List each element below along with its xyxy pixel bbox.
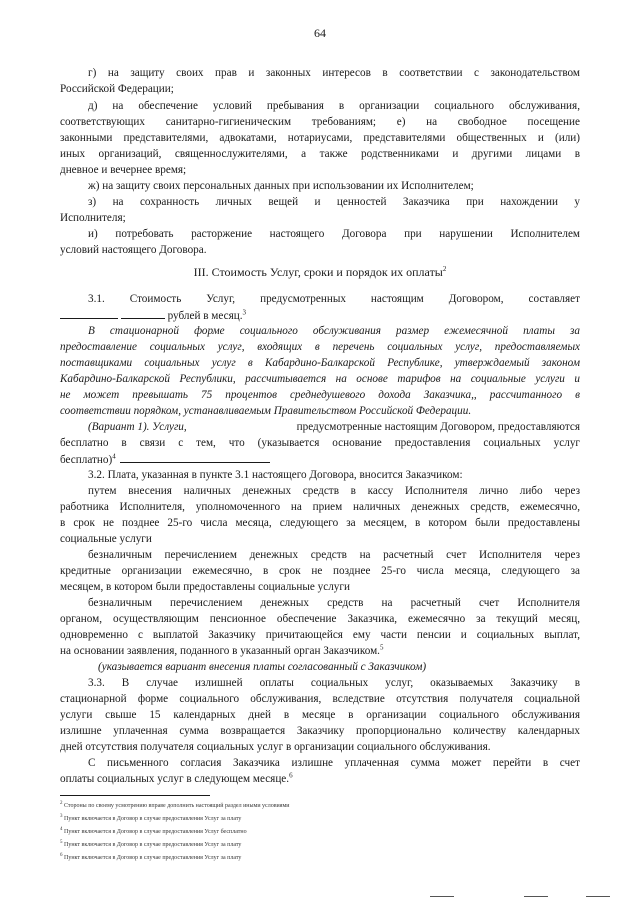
footnote bbox=[60, 854, 241, 862]
footnote-text: Пункт включается в Договор в случае предоставления Услуг за плату bbox=[64, 842, 242, 848]
italic-note: соответствии порядком, устанавливаемым Правительством Российской Федерации. bbox=[60, 405, 472, 417]
footnote bbox=[60, 802, 290, 810]
footnote-number: 3 bbox=[60, 814, 63, 819]
payment-option-pension bbox=[60, 644, 383, 658]
list-item-g-cont: Российской Федерации; bbox=[60, 83, 174, 95]
footnote-text: Стороны по своему усмотрению вправе дополнить настоящий раздел иными условиями bbox=[64, 803, 290, 809]
blank-field bbox=[120, 452, 270, 463]
italic-note: поставщиками социальных услуг в Кабардино-Балкарской Республике, утверждаемый законом bbox=[60, 357, 580, 369]
page-edge-mark bbox=[524, 896, 548, 897]
footnote-number: 6 bbox=[60, 853, 63, 858]
payment-option-cash: путем внесения наличных денежных средств в кассу Исполнителя лично либо через bbox=[88, 485, 580, 497]
list-item-z: з) на сохранность личных вещей и ценностей Заказчика при нахождении у bbox=[88, 196, 580, 208]
payment-option-cash: работника Исполнителя, уполномоченного на прием наличных денежных средств, ежемесячно, bbox=[60, 501, 580, 513]
footnote-ref: 3 bbox=[242, 308, 247, 317]
clause-3-3: дней отсутствия получателя социальных услуг в организации социального обслуживания. bbox=[60, 741, 491, 753]
clause-3-3-consent bbox=[60, 772, 293, 786]
italic-note: Кабардино-Балкарской Республики, рассчитывается на основе тарифов на социальные услуги и bbox=[60, 373, 580, 385]
section-heading bbox=[0, 265, 640, 279]
footnote-number: 4 bbox=[60, 827, 63, 832]
variant-end: бесплатно) bbox=[60, 454, 113, 466]
footnote-ref: 2 bbox=[442, 265, 447, 273]
list-item-e-cont: дневное и вечернее время; bbox=[60, 164, 187, 176]
list-item-z-cont: Исполнителя; bbox=[60, 212, 126, 224]
variant-1 bbox=[88, 420, 580, 434]
list-item-g: г) на защиту своих прав и законных интересов в соответствии с законодательством bbox=[88, 67, 580, 79]
payment-option-pension: органом, осуществляющим пенсионное обеспечение Заказчика, ежемесячно за текущий месяц, bbox=[60, 613, 580, 625]
footnote-ref: 5 bbox=[379, 643, 384, 652]
clause-3-3-consent-end: оплаты социальных услуг в следующем месяце. bbox=[60, 773, 290, 785]
list-item-i-cont: условий настоящего Договора. bbox=[60, 244, 207, 256]
page-edge-mark bbox=[430, 896, 454, 897]
clause-3-1-cont bbox=[60, 308, 246, 323]
footnote bbox=[60, 828, 247, 836]
italic-note: предоставление социальных услуг, входящих в перечень социальных услуг, предоставляемых bbox=[60, 341, 580, 353]
clause-3-3: стационарной форме социального обслуживания, вследствие отсутствия получателя социальной bbox=[60, 693, 580, 705]
section-heading-text: III. Стоимость Услуг, сроки и порядок их оплаты bbox=[193, 265, 443, 279]
list-item-zh: ж) на защиту своих персональных данных при использовании их Исполнителем; bbox=[88, 180, 474, 192]
italic-note: не может превышать 75 процентов среднедушевого дохода Заказчика,, рассчитанного в bbox=[60, 389, 580, 401]
italic-note: В стационарной форме социального обслуживания размер ежемесячной платы за bbox=[88, 325, 580, 337]
clause-3-1-suffix: рублей в месяц. bbox=[167, 310, 243, 322]
payment-option-pension: одновременно с выплатой Заказчику причитающейся ему части пенсии и социальных выплат, bbox=[60, 629, 580, 641]
payment-option-pension: безналичным перечислением денежных средств на расчетный счет Исполнителя bbox=[88, 597, 580, 609]
footnote-text: Пункт включается в Договор в случае предоставления Услуг бесплатно bbox=[64, 829, 247, 835]
footnote bbox=[60, 841, 241, 849]
variant-label: (Вариант 1). Услуги, bbox=[88, 421, 187, 433]
payment-option-bank: безналичным перечислением денежных средств на расчетный счет Исполнителя через bbox=[88, 549, 580, 561]
footnote-text: Пункт включается в Договор в случае предоставления Услуг за плату bbox=[64, 855, 242, 861]
variant-text: предусмотренные настоящим Договором, предоставляются bbox=[296, 421, 580, 433]
payment-option-pension-end: на основании заявления, поданного в указанный орган Заказчиком. bbox=[60, 645, 380, 657]
clause-3-3: излишне уплаченная сумма возвращается Заказчику пропорционально количеству календарных bbox=[60, 725, 580, 737]
clause-3-3: 3.3. В случае излишней оплаты социальных услуг, оказываемых Заказчику в bbox=[88, 677, 580, 689]
list-item-d-cont: соответствующих санитарно-гигиеническим требованиям; е) на свободное посещение bbox=[60, 116, 580, 128]
footnote-ref: 4 bbox=[112, 452, 116, 461]
variant-1-cont: бесплатно в связи с тем, что (указывается основание предоставления социальных услуг bbox=[60, 437, 580, 449]
footnote-divider bbox=[60, 795, 210, 796]
payment-option-bank: месяцем, в котором были предоставлены социальные услуги bbox=[60, 581, 350, 593]
blank-field bbox=[60, 308, 118, 319]
footnote-number: 5 bbox=[60, 840, 63, 845]
clause-3-1: 3.1. Стоимость Услуг, предусмотренных настоящим Договором, составляет bbox=[88, 293, 580, 305]
list-item-i: и) потребовать расторжение настоящего Договора при нарушении Исполнителем bbox=[88, 228, 580, 240]
payment-option-cash: социальные услуги bbox=[60, 533, 152, 545]
payment-option-bank: кредитные организации ежемесячно, в срок не позднее 25-го числа месяца, следующего за bbox=[60, 565, 580, 577]
footnote-ref: 6 bbox=[289, 771, 293, 780]
payment-choice-note: (указывается вариант внесения платы согласованный с Заказчиком) bbox=[98, 661, 427, 673]
list-item-e-cont: иных организаций, священнослужителями, а также родственниками и другими лицами в bbox=[60, 148, 580, 160]
page-number: 64 bbox=[314, 26, 326, 40]
clause-3-3-consent: С письменного согласия Заказчика излишне уплаченная сумма может перейти в счет bbox=[88, 757, 580, 769]
clause-3-2: 3.2. Плата, указанная в пункте 3.1 настоящего Договора, вносится Заказчиком: bbox=[88, 469, 463, 481]
footnote-number: 2 bbox=[60, 801, 63, 806]
clause-3-3: услуги свыше 15 календарных дней в месяце в организации социального обслуживания bbox=[60, 709, 580, 721]
variant-1-cont bbox=[60, 452, 270, 467]
footnote-text: Пункт включается в Договор в случае предоставления Услуг за плату bbox=[64, 816, 242, 822]
list-item-e-cont: законными представителями, адвокатами, нотариусами, представителями общественных и (или) bbox=[60, 132, 580, 144]
payment-option-cash: в срок не позднее 25-го числа месяца, следующего за месяцем, в котором были предоставлены bbox=[60, 517, 580, 529]
page-edge-mark bbox=[586, 896, 610, 897]
blank-field bbox=[121, 308, 165, 319]
footnote bbox=[60, 815, 241, 823]
list-item-d: д) на обеспечение условий пребывания в организации социального обслуживания, bbox=[88, 100, 580, 112]
